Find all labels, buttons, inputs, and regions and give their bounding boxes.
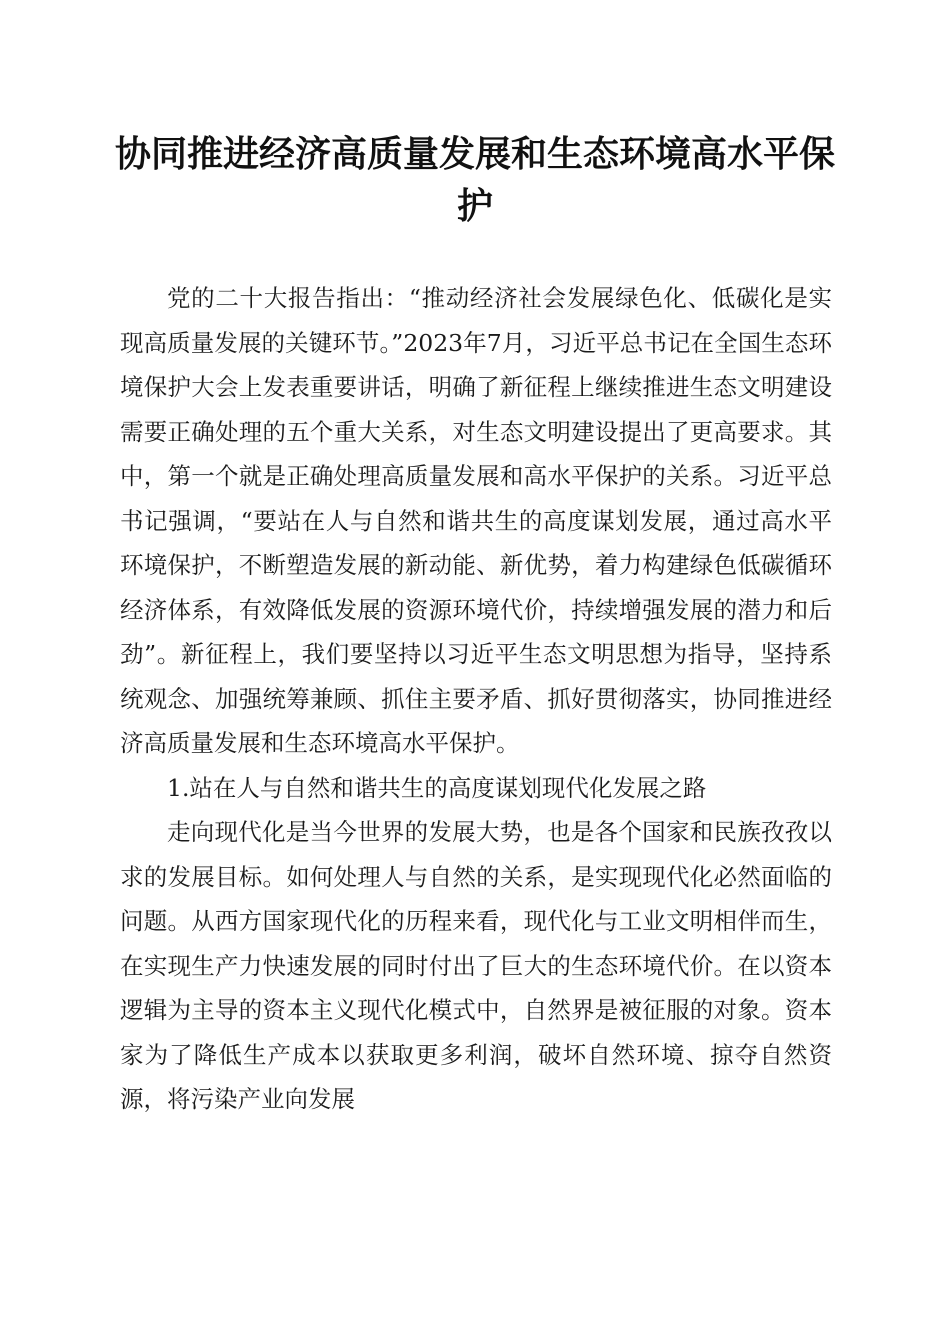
document-title: 协同推进经济高质量发展和生态环境高水平保护: [114, 133, 835, 227]
document-body: [120, 276, 832, 1122]
intro-paragraph: 党的二十大报告指出：“推动经济社会发展绿色化、低碳化是实现高质量发展的关键环节。”2023年7月，习近平总书记在全国生态环境保护大会上发表重要讲话，明确了新征程上继续推进生态文明建设需要正确处理的五个重大关系，对生态文明建设提出了更高要求。其中，第一个就是正确处理高质量发展和高水平保护的关系。习近平总书记强调，“要站在人与自然和谐共生的高度谋划发展，通过高水平环境保护，不断塑造发展的新动能、新优势，着力构建绿色低碳循环经济体系，有效降低发展的资源环境代价，持续增强发展的潜力和后劲”。新征程上，我们要坚持以习近平生态文明思想为指导，坚持系统观念、加强统筹兼顾、抓住主要矛盾、抓好贯彻落实，协同推进经济高质量发展和生态环境高水平保护。: [120, 284, 832, 757]
section-paragraph: 走向现代化是当今世界的发展大势，也是各个国家和民族孜孜以求的发展目标。如何处理人与自然的关系，是实现现代化必然面临的问题。从西方国家现代化的历程来看，现代化与工业文明相伴而生，在实现生产力快速发展的同时付出了巨大的生态环境代价。在以资本逻辑为主导的资本主义现代化模式中，自然界是被征服的对象。资本家为了降低生产成本以获取更多利润，破坏自然环境、掠夺自然资源，将污染产业向发展: [120, 818, 832, 1113]
section-heading: 1.站在人与自然和谐共生的高度谋划现代化发展之路: [167, 773, 707, 802]
